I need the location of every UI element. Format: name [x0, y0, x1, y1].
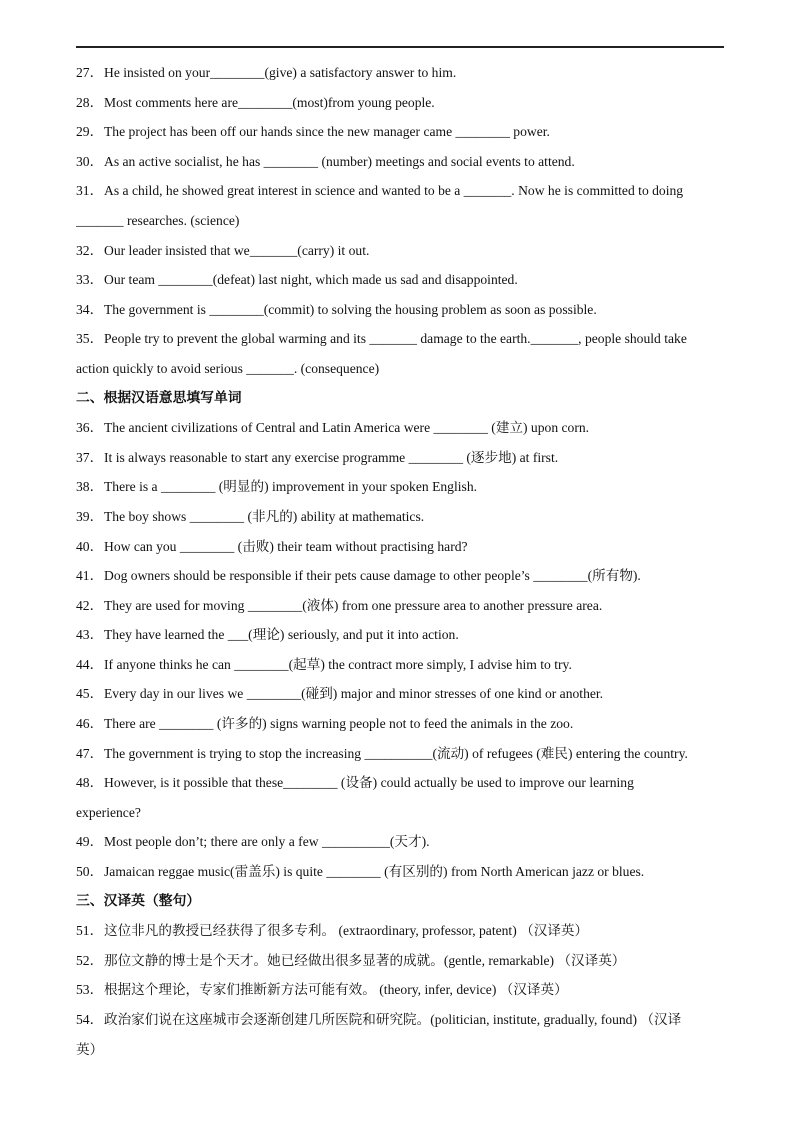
question-47: 47．The government is trying to stop the increasing __________(流动) of refugees (难民) entering the country.	[76, 745, 688, 761]
question-31-cont: _______ researches. (science)	[76, 212, 240, 228]
question-50: 50．Jamaican reggae music(雷盖乐) is quite ________ (有区别的) from North American jazz or blues.	[76, 864, 645, 880]
question-30: 30．As an active socialist, he has ________ (number) meetings and social events to attend.	[76, 153, 575, 169]
question-54-cont: 英）	[76, 1041, 104, 1057]
question-36: 36．The ancient civilizations of Central and Latin America were ________ (建立) upon corn.	[76, 420, 590, 436]
question-27: 27．He insisted on your________(give) a satisfactory answer to him.	[76, 65, 457, 80]
question-40: 40．How can you ________ (击败) their team without practising hard?	[76, 538, 468, 554]
question-32: 32．Our leader insisted that we_______(carry) it out.	[76, 242, 370, 258]
question-38: 38．There is a ________ (明显的) improvement in your spoken English.	[76, 479, 478, 495]
question-41: 41．Dog owners should be responsible if their pets cause damage to other people’s ________(所有物).	[76, 568, 641, 584]
section-heading-2: 二、根据汉语意思填写单词	[76, 389, 242, 406]
question-34: 34．The government is ________(commit) to solving the housing problem as soon as possible.	[76, 301, 597, 317]
question-48: 48．However, is it possible that these________ (设备) could actually be used to improve our learning	[76, 775, 634, 791]
header-rule	[76, 46, 724, 48]
question-33: 33．Our team ________(defeat) last night, which made us sad and disappointed.	[76, 272, 518, 288]
question-48-cont: experience?	[76, 804, 141, 820]
question-35-cont: action quickly to avoid serious _______. (consequence)	[76, 360, 380, 376]
question-29: 29．The project has been off our hands since the new manager came ________ power.	[76, 124, 550, 140]
question-54: 54．政治家们说在这座城市会逐渐创建几所医院和研究院。(politician, institute, gradually, found) （汉译	[76, 1012, 682, 1027]
section-heading-3: 三、汉译英（整句）	[76, 892, 201, 909]
question-28: 28．Most comments here are________(most)from young people.	[76, 94, 435, 110]
question-list	[76, 58, 724, 1064]
question-43: 43．They have learned the ___(理论) seriously, and put it into action.	[76, 627, 459, 643]
question-37: 37．It is always reasonable to start any exercise programme ________ (逐步地) at first.	[76, 449, 559, 465]
question-51: 51．这位非凡的教授已经获得了很多专利。 (extraordinary, professor, patent) （汉译英）	[76, 923, 589, 939]
question-52: 52．那位文静的博士是个天才。她已经做出很多显著的成就。(gentle, remarkable) （汉译英）	[76, 952, 626, 968]
question-42: 42．They are used for moving ________(液体) from one pressure area to another pressure area.	[76, 597, 603, 613]
question-45: 45．Every day in our lives we ________(碰到) major and minor stresses of one kind or another.	[76, 686, 604, 702]
question-35: 35．People try to prevent the global warming and its _______ damage to the earth._______, people should take	[76, 331, 687, 347]
question-49: 49．Most people don’t; there are only a few __________(天才).	[76, 834, 430, 850]
question-46: 46．There are ________ (许多的) signs warning people not to feed the animals in the zoo.	[76, 716, 574, 732]
question-44: 44．If anyone thinks he can ________(起草) the contract more simply, I advise him to try.	[76, 656, 572, 672]
question-39: 39．The boy shows ________ (非凡的) ability at mathematics.	[76, 508, 425, 524]
question-53: 53．根据这个理论，专家们推断新方法可能有效。 (theory, infer, device) （汉译英）	[76, 982, 568, 998]
question-31: 31．As a child, he showed great interest in science and wanted to be a _______. Now he is committed to doing	[76, 183, 684, 199]
